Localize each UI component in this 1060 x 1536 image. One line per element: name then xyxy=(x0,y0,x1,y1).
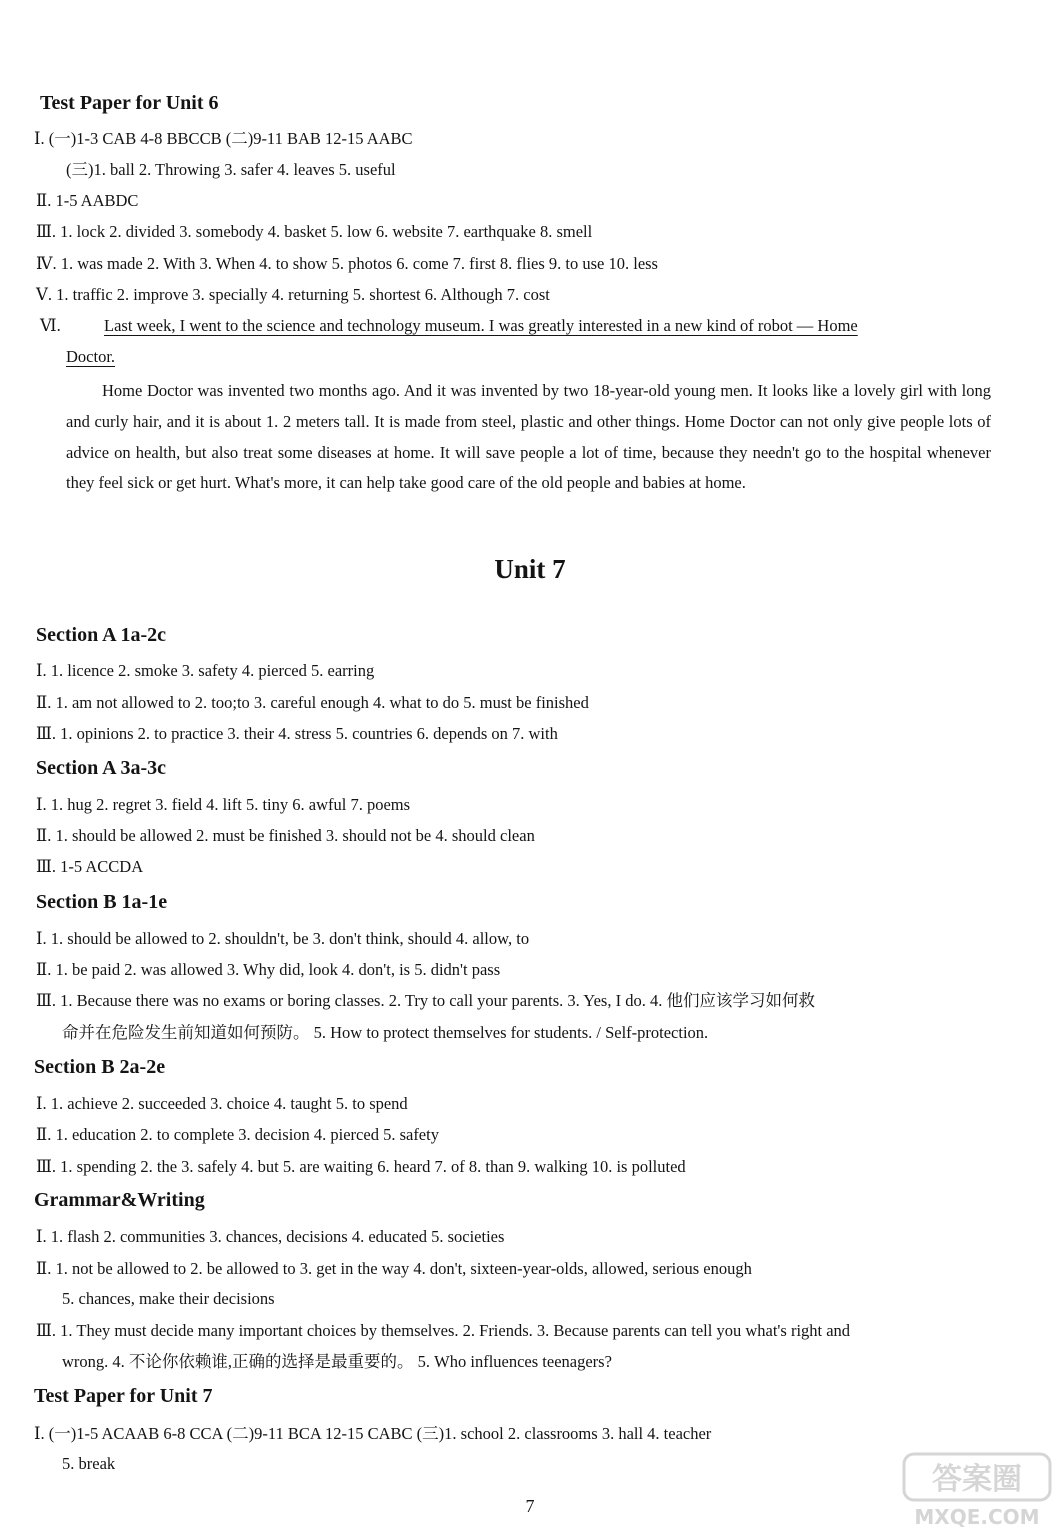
answer-line: Ⅲ. 1. opinions 2. to practice 3. their 4. stress 5. countries 6. depends on 7. with xyxy=(36,724,558,743)
answer-line: Ⅰ. 1. flash 2. communities 3. chances, decisions 4. educated 5. societies xyxy=(36,1227,505,1246)
answer-line: Ⅰ. 1. licence 2. smoke 3. safety 4. pierced 5. earring xyxy=(36,661,375,680)
answer-line: Ⅲ. 1. spending 2. the 3. safely 4. but 5. are waiting 6. heard 7. of 8. than 9. walking 10. is polluted xyxy=(36,1157,686,1176)
answer-line: (三)1. ball 2. Throwing 3. safer 4. leaves 5. useful xyxy=(66,160,396,179)
section-heading: Grammar&Writing xyxy=(34,1189,205,1211)
answer-line: Ⅱ. 1. education 2. to complete 3. decision 4. pierced 5. safety xyxy=(36,1125,439,1144)
answer-line: wrong. 4. 不论你依赖谁,正确的选择是最重要的。 5. Who influences teenagers? xyxy=(62,1352,612,1371)
section-heading: Section B 2a-2e xyxy=(34,1056,166,1078)
answer-line: Ⅲ. 1-5 ACCDA xyxy=(36,857,144,876)
answer-line: Ⅲ. 1. Because there was no exams or boring classes. 2. Try to call your parents. 3. Yes, I do. 4. 他们应该学习如何救 xyxy=(36,991,815,1010)
essay-body xyxy=(66,376,991,499)
answer-line: Ⅳ. 1. was made 2. With 3. When 4. to show 5. photos 6. come 7. first 8. flies 9. to use 10. less xyxy=(36,254,658,273)
watermark-bottom-text: MXQE.COM xyxy=(914,1505,1040,1529)
question-label-vi: Ⅵ. xyxy=(40,316,61,335)
answer-line: Ⅲ. 1. They must decide many important choices by themselves. 2. Friends. 3. Because parents can tell you what's right and xyxy=(36,1321,851,1340)
answer-line: Ⅱ. 1. should be allowed 2. must be finished 3. should not be 4. should clean xyxy=(36,826,535,845)
answer-line: Ⅰ. 1. achieve 2. succeeded 3. choice 4. taught 5. to spend xyxy=(36,1094,408,1113)
answer-line: 5. break xyxy=(62,1454,116,1473)
watermark-top-text: 答案圈 xyxy=(932,1462,1022,1497)
answer-line: 5. chances, make their decisions xyxy=(62,1289,275,1308)
answer-line: Ⅴ. 1. traffic 2. improve 3. specially 4. returning 5. shortest 6. Although 7. cost xyxy=(36,285,550,304)
unit-title: Unit 7 xyxy=(494,554,566,584)
answer-line: Ⅰ. (一)1-3 CAB 4-8 BBCCB (二)9-11 BAB 12-15 AABC xyxy=(34,129,413,148)
essay-opening-line-2: Doctor. xyxy=(66,347,116,366)
section-heading: Section B 1a-1e xyxy=(36,891,168,913)
answer-line: Ⅰ. 1. hug 2. regret 3. field 4. lift 5. tiny 6. awful 7. poems xyxy=(36,795,411,814)
section-heading: Section A 1a-2c xyxy=(36,624,166,646)
page-number: 7 xyxy=(525,1496,535,1516)
answer-line: Ⅰ. (一)1-5 ACAAB 6-8 CCA (二)9-11 BCA 12-15 CABC (三)1. school 2. classrooms 3. hall 4. teacher xyxy=(34,1424,712,1443)
answer-line: Ⅱ. 1. not be allowed to 2. be allowed to 3. get in the way 4. don't, sixteen-year-olds, allowed, serious enough xyxy=(36,1259,752,1278)
answer-line: Ⅰ. 1. should be allowed to 2. shouldn't, be 3. don't think, should 4. allow, to xyxy=(36,929,530,948)
essay-opening-line: Last week, I went to the science and technology museum. I was greatly interested in a new kind of robot — Home xyxy=(104,316,858,335)
answer-line: Ⅱ. 1. be paid 2. was allowed 3. Why did, look 4. don't, is 5. didn't pass xyxy=(36,960,501,979)
section-heading: Section A 3a-3c xyxy=(36,757,166,779)
answer-line: 命并在危险发生前知道如何预防。 5. How to protect themselves for students. / Self-protection. xyxy=(62,1023,709,1042)
watermark-logo-icon xyxy=(902,1452,1052,1530)
essay-paragraph: Home Doctor was invented two months ago. And it was invented by two 18-year-old young men. It looks like a lovely girl with long and curly hair, and it is about 1. 2 meters tall. It is made from steel, plastic and other things. Home Doctor can not only give people lots of advice on health, but also treat some diseases at home. It will save people a lot of time, because they needn't go to the hospital whenever they feel sick or get hurt. What's more, it can help take good care of the old people and babies at home. xyxy=(66,381,991,493)
section-heading-test-unit-6: Test Paper for Unit 6 xyxy=(40,92,219,114)
answer-line: Ⅱ. 1-5 AABDC xyxy=(36,191,139,210)
answer-line: Ⅱ. 1. am not allowed to 2. too;to 3. careful enough 4. what to do 5. must be finished xyxy=(36,693,589,712)
section-heading-test-unit-7: Test Paper for Unit 7 xyxy=(34,1385,213,1407)
answer-line: Ⅲ. 1. lock 2. divided 3. somebody 4. basket 5. low 6. website 7. earthquake 8. smell xyxy=(36,222,593,241)
